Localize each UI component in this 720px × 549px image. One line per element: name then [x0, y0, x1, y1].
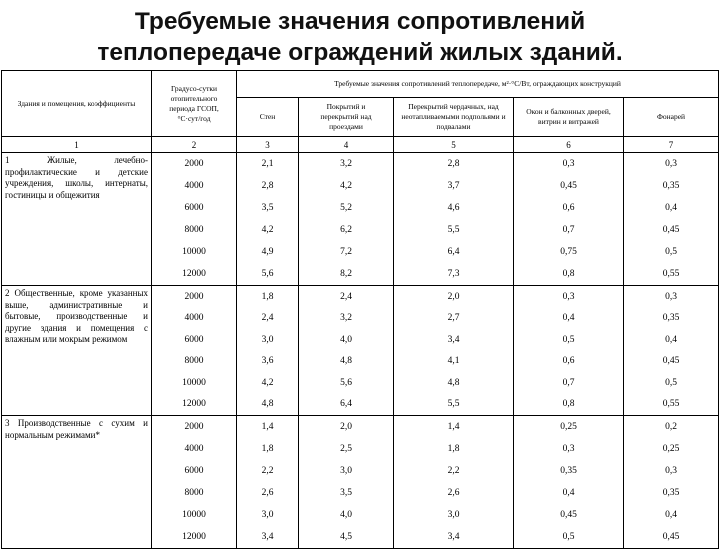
- table-cell-value: 4000: [184, 313, 204, 324]
- header-group: Требуемые значения сопротивлений теплопередаче, м²·°С/Вт, ограждающих конструкций: [237, 71, 719, 98]
- column-number: 1: [2, 137, 152, 153]
- table-cell-value: 2,4: [261, 313, 274, 324]
- table-cell-value: 0,35: [662, 181, 680, 191]
- column-number: 4: [299, 137, 394, 153]
- table-cell-value: 10000: [182, 247, 206, 257]
- table-cell-value: 0,45: [662, 532, 680, 542]
- table-cell-value: 6000: [184, 203, 204, 213]
- table-cell-value: 5,5: [447, 399, 460, 410]
- table-cell-value: 4,2: [261, 225, 274, 235]
- table-cell-value: 8,2: [340, 269, 352, 279]
- table-cell-value: 2,8: [261, 181, 274, 191]
- table-cell-value: 4,9: [261, 247, 274, 257]
- table-cell-value: 1,8: [261, 291, 274, 302]
- table-cell-value: 10000: [182, 510, 206, 520]
- attic-cell: [394, 416, 514, 549]
- table-row-group-3: [2, 416, 719, 549]
- table-cell-value: 0,4: [665, 334, 677, 345]
- table-cell-value: 4000: [184, 181, 204, 191]
- windows-cell: [514, 153, 624, 286]
- table-cell-value: 0,45: [560, 181, 577, 191]
- table-cell-value: 2000: [184, 159, 204, 169]
- header-gsop: Градусо-сутки отопительного периода ГСОП, °С·сут/год: [152, 71, 237, 137]
- table-cell-value: 0,45: [662, 356, 680, 367]
- table-row-group-2: [2, 286, 719, 416]
- table-cell-value: 3,0: [340, 466, 352, 476]
- table-cell-value: 0,3: [665, 159, 677, 169]
- table-cell-value: 2,2: [447, 466, 460, 476]
- table-cell-value: 2000: [184, 291, 204, 302]
- table-cell-value: 0,45: [560, 510, 577, 520]
- column-number: 3: [237, 137, 299, 153]
- table-cell-value: 4,5: [340, 532, 352, 542]
- table-cell-value: 2,1: [261, 159, 274, 169]
- gsop-cell: [152, 153, 237, 286]
- table-cell-value: 7,3: [447, 269, 460, 279]
- table-cell-value: 4,0: [340, 334, 352, 345]
- table-cell-value: 2,2: [261, 466, 274, 476]
- table-cell-value: 0,4: [562, 488, 575, 498]
- walls-cell: [237, 416, 299, 549]
- header-coverings: Покрытий и перекрытий над проездами: [299, 98, 394, 137]
- table-cell-value: 0,3: [562, 159, 575, 169]
- table-cell-value: 12000: [182, 532, 206, 542]
- table-cell-value: 0,6: [562, 356, 575, 367]
- table-cell-value: 3,0: [261, 334, 274, 345]
- column-number-row: [2, 137, 719, 153]
- table-cell-value: 3,5: [261, 203, 274, 213]
- table-cell-value: 7,2: [340, 247, 352, 257]
- column-number: 2: [152, 137, 237, 153]
- walls-cell: [237, 286, 299, 416]
- table-cell-value: 0,25: [560, 422, 577, 432]
- table-cell-value: 4,8: [340, 356, 352, 367]
- group-label: 2 Общественные, кроме указанных выше, административные и бытовые, производственные и другие здания и помещения с влажным или мокрым режимом: [2, 286, 152, 416]
- table-cell-value: 6000: [184, 334, 204, 345]
- table-cell-value: 3,2: [340, 313, 352, 324]
- table-cell-value: 3,7: [447, 181, 460, 191]
- table-cell-value: 8000: [184, 356, 204, 367]
- table-cell-value: 6000: [184, 466, 204, 476]
- column-number: 6: [514, 137, 624, 153]
- header-attic: Перекрытий чердачных, над неотапливаемыми подпольями и подвалами: [394, 98, 514, 137]
- table-cell-value: 0,8: [562, 269, 575, 279]
- table-cell-value: 3,0: [447, 510, 460, 520]
- table-cell-value: 10000: [182, 377, 206, 388]
- table-cell-value: 2,6: [261, 488, 274, 498]
- table-row-group-1: [2, 153, 719, 286]
- page-title: [0, 6, 720, 68]
- table-cell-value: 3,2: [340, 159, 352, 169]
- group-label: 3 Производственные с сухим и нормальным режимами*: [2, 416, 152, 549]
- coverings-cell: [299, 286, 394, 416]
- column-number: 7: [624, 137, 719, 153]
- group-label: 1 Жилые, лечебно-профилактические и детские учреждения, школы, интернаты, гостиницы и общежития: [2, 153, 152, 286]
- table-cell-value: 8000: [184, 225, 204, 235]
- table-cell-value: 0,3: [665, 466, 677, 476]
- table-cell-value: 0,3: [562, 291, 575, 302]
- table-cell-value: 0,7: [562, 225, 575, 235]
- table-cell-value: 4,0: [340, 510, 352, 520]
- table-cell-value: 0,25: [662, 444, 680, 454]
- table-cell-value: 0,5: [562, 532, 575, 542]
- table-cell-value: 6,4: [340, 399, 352, 410]
- table-cell-value: 2,5: [340, 444, 352, 454]
- table-cell-value: 4,2: [261, 377, 274, 388]
- walls-cell: [237, 153, 299, 286]
- table-cell-value: 0,6: [562, 203, 575, 213]
- table-cell-value: 0,3: [562, 444, 575, 454]
- header-windows: Окон и балконных дверей, витрин и витражей: [514, 98, 624, 137]
- table-cell-value: 0,35: [662, 313, 680, 324]
- table-cell-value: 3,6: [261, 356, 274, 367]
- table-cell-value: 0,45: [662, 225, 680, 235]
- table-cell-value: 2,7: [447, 313, 460, 324]
- table-cell-value: 12000: [182, 399, 206, 410]
- table-cell-value: 0,3: [665, 291, 677, 302]
- table-cell-value: 4,1: [447, 356, 460, 367]
- table-cell-value: 1,8: [447, 444, 460, 454]
- table-cell-value: 2000: [184, 422, 204, 432]
- table-cell-value: 0,2: [665, 422, 677, 432]
- gsop-cell: [152, 416, 237, 549]
- table-cell-value: 6,2: [340, 225, 352, 235]
- table-cell-value: 0,5: [562, 334, 575, 345]
- table-cell-value: 2,0: [447, 291, 460, 302]
- table-cell-value: 5,2: [340, 203, 352, 213]
- table-cell-value: 4,2: [340, 181, 352, 191]
- table-cell-value: 4,6: [447, 203, 460, 213]
- windows-cell: [514, 286, 624, 416]
- header-building: Здания и помещения, коэффициенты: [2, 71, 152, 137]
- table-cell-value: 2,8: [447, 159, 460, 169]
- table-cell-value: 3,4: [261, 532, 274, 542]
- table-cell-value: 3,5: [340, 488, 352, 498]
- resistance-table: [1, 70, 719, 549]
- table-cell-value: 3,0: [261, 510, 274, 520]
- table-cell-value: 5,5: [447, 225, 460, 235]
- table-cell-value: 0,55: [662, 269, 680, 279]
- table-cell-value: 3,4: [447, 334, 460, 345]
- gsop-cell: [152, 286, 237, 416]
- table-cell-value: 0,5: [665, 377, 677, 388]
- table-cell-value: 0,5: [665, 247, 677, 257]
- attic-cell: [394, 286, 514, 416]
- attic-cell: [394, 153, 514, 286]
- table-cell-value: 1,4: [447, 422, 460, 432]
- table-cell-value: 3,4: [447, 532, 460, 542]
- table-cell-value: 0,4: [665, 203, 677, 213]
- header-row-1: [2, 71, 719, 98]
- table-cell-value: 1,8: [261, 444, 274, 454]
- lanterns-cell: [624, 416, 719, 549]
- column-number: 5: [394, 137, 514, 153]
- lanterns-cell: [624, 286, 719, 416]
- coverings-cell: [299, 153, 394, 286]
- table-cell-value: 2,0: [340, 422, 352, 432]
- coverings-cell: [299, 416, 394, 549]
- table-cell-value: 12000: [182, 269, 206, 279]
- table-cell-value: 0,8: [562, 399, 575, 410]
- table-cell-value: 0,75: [560, 247, 577, 257]
- header-walls: Стен: [237, 98, 299, 137]
- title-line-2: теплопередаче ограждений жилых зданий.: [97, 39, 623, 66]
- table-cell-value: 0,35: [560, 466, 577, 476]
- table-cell-value: 4000: [184, 444, 204, 454]
- table-cell-value: 0,4: [562, 313, 575, 324]
- title-line-1: Требуемые значения сопротивлений: [134, 8, 586, 35]
- table-cell-value: 4,8: [447, 377, 460, 388]
- table-cell-value: 0,7: [562, 377, 575, 388]
- table-cell-value: 4,8: [261, 399, 274, 410]
- table-cell-value: 5,6: [261, 269, 274, 279]
- lanterns-cell: [624, 153, 719, 286]
- table-cell-value: 2,6: [447, 488, 460, 498]
- table-cell-value: 8000: [184, 488, 204, 498]
- table-cell-value: 5,6: [340, 377, 352, 388]
- table-cell-value: 1,4: [261, 422, 274, 432]
- table-cell-value: 0,55: [662, 399, 680, 410]
- table-cell-value: 0,4: [665, 510, 677, 520]
- table-cell-value: 0,35: [662, 488, 680, 498]
- table-cell-value: 2,4: [340, 291, 352, 302]
- header-lanterns: Фонарей: [624, 98, 719, 137]
- table-cell-value: 6,4: [447, 247, 460, 257]
- windows-cell: [514, 416, 624, 549]
